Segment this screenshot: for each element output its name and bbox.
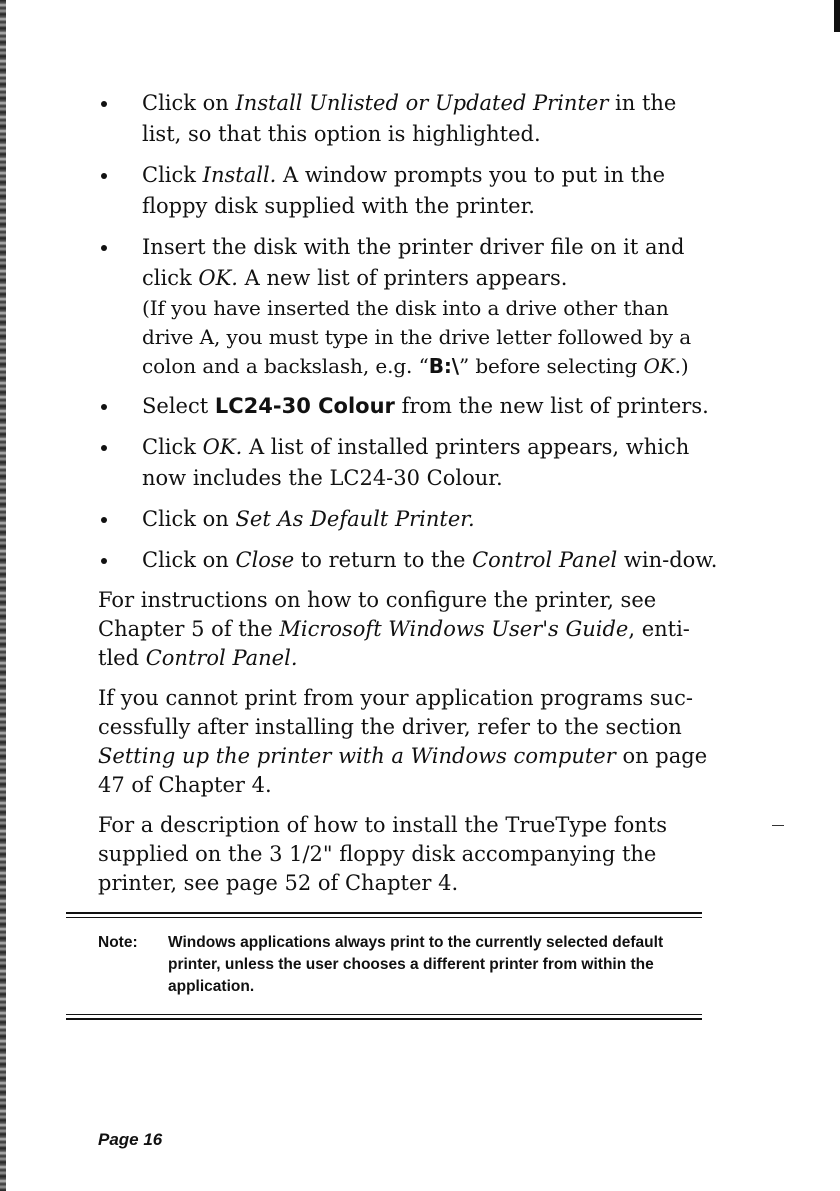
step-text: to return to the	[294, 548, 473, 572]
para-text: , enti-tled	[98, 617, 690, 670]
step-text: A window prompts you to put in the floppy disk supplied with the printer.	[142, 163, 666, 218]
note-body: Windows applications always print to the currently selected default printer, unless the user chooses a different printer from within the application.	[168, 934, 664, 995]
step-text: from the new list of printers.	[394, 394, 709, 418]
step-insert-disk	[98, 232, 718, 381]
step-emphasis: OK.	[202, 435, 243, 459]
scan-edge-right	[834, 0, 840, 32]
step-text: in the list, so that this option is highlighted.	[142, 91, 677, 146]
step-emphasis: Close	[235, 548, 295, 572]
step-set-default	[98, 504, 718, 535]
step-click-ok	[98, 432, 718, 494]
step-text: win-dow.	[617, 548, 718, 572]
step-emphasis: Install Unlisted or Updated Printer	[235, 91, 609, 115]
page-content	[98, 88, 718, 909]
page-number: Page 16	[98, 1130, 163, 1149]
step-text: Click on	[142, 548, 236, 572]
rule-line	[66, 912, 702, 914]
drive-letter-note	[142, 294, 718, 381]
step-emphasis: Install.	[202, 163, 277, 187]
para-text: For a description of how to install the TrueType fonts supplied on the 3 1/2" floppy disk accompanying the printer, see page 52 of Chapter 4.	[98, 813, 667, 895]
note-rule-bottom	[66, 1014, 702, 1020]
para-text: If you cannot print from your application programs suc-cessfully after installing the driver, refer to the section	[98, 686, 693, 739]
instruction-list	[98, 88, 718, 576]
step-emphasis: OK.	[198, 266, 238, 290]
step-select-printer	[98, 391, 718, 422]
note-rule-top	[66, 912, 702, 918]
step-install-unlisted	[98, 88, 718, 150]
step-close	[98, 545, 718, 576]
paragraph-configure	[98, 586, 718, 673]
step-text: Click	[142, 435, 203, 459]
paragraph-truetype	[98, 811, 718, 898]
note-text: ” before selecting	[458, 354, 644, 378]
step-text: A list of installed printers appears, which now includes the LC24-30 Colour.	[142, 435, 690, 490]
note-label: Note:	[98, 934, 138, 951]
scan-edge-left	[0, 0, 6, 1191]
rule-line	[66, 1014, 702, 1015]
step-click-install	[98, 160, 718, 222]
rule-line	[66, 1018, 702, 1020]
note-text: (If you have inserted the disk into a drive other than drive A, you must type in the drive letter followed by a colon and a backslash, e.g. “	[142, 296, 692, 378]
para-text: on page 47 of Chapter 4.	[98, 744, 708, 797]
step-emphasis: Control Panel	[472, 548, 618, 572]
drive-path: B:\	[428, 354, 459, 378]
step-text: Insert the disk with the printer driver file on it and click	[142, 235, 685, 290]
step-text: Click on	[142, 507, 236, 531]
para-emphasis: Microsoft Windows User's Guide	[279, 617, 629, 641]
step-text: Click	[142, 163, 203, 187]
margin-dash	[772, 825, 784, 826]
para-emphasis: Setting up the printer with a Windows computer	[98, 744, 616, 768]
step-text: Click on	[142, 91, 236, 115]
para-emphasis: Control Panel.	[145, 646, 298, 670]
step-text: A new list of printers appears.	[237, 266, 568, 290]
note-text: )	[680, 354, 689, 378]
paragraph-troubleshoot	[98, 684, 718, 800]
step-emphasis: Set As Default Printer.	[235, 507, 475, 531]
note-emphasis: OK.	[643, 354, 681, 378]
rule-line	[66, 917, 702, 918]
note-box	[98, 932, 698, 998]
printer-model: LC24-30 Colour	[214, 394, 395, 418]
para-text: For instructions on how to configure the printer, see Chapter 5 of the	[98, 588, 657, 641]
step-text: Select	[142, 394, 215, 418]
